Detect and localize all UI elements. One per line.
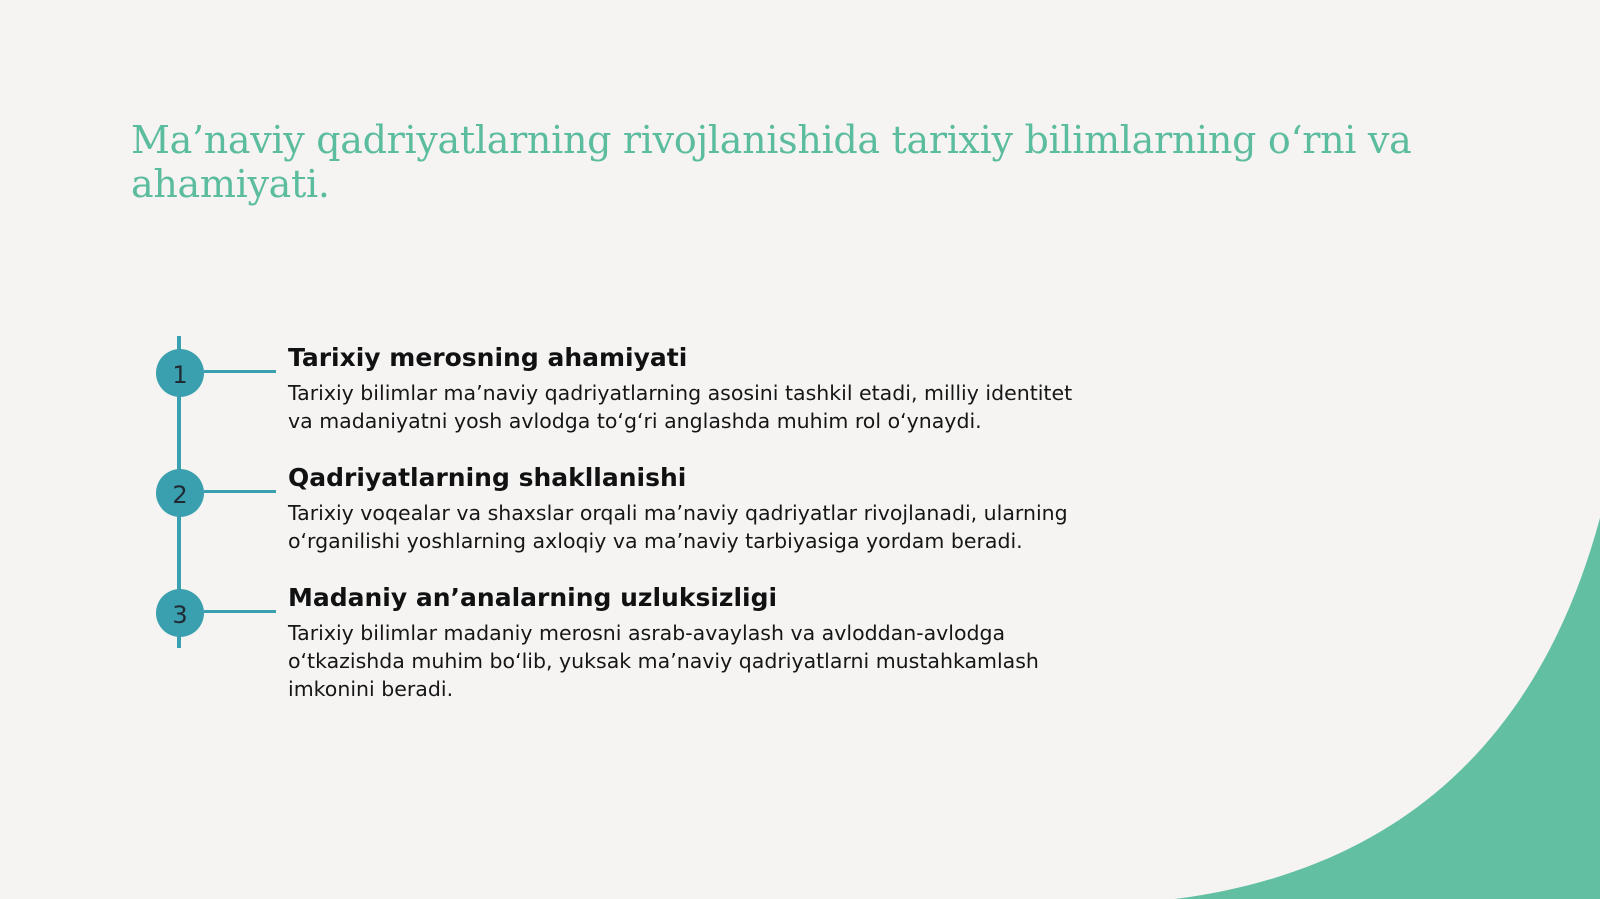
step-connector [204,370,276,373]
step-description: Tarixiy bilimlar ma’naviy qadriyatlarning asosini tashkil etadi, milliy identitet va madaniyatni yosh avlodga to‘g‘ri anglashda muhim rol o‘ynaydi. [288,381,1073,433]
step-description: Tarixiy voqealar va shaxslar orqali ma’naviy qadriyatlar rivojlanadi, ularning o‘rganilishi yoshlarning axloqiy va ma’naviy tarbiyasiga yordam beradi. [288,501,1068,553]
step-heading: Madaniy an’analarning uzluksizligi [288,583,778,612]
slide-title: Ma’naviy qadriyatlarning rivojlanishida tarixiy bilimlarning o‘rni va ahamiyati. [131,118,1412,206]
step-heading: Qadriyatlarning shakllanishi [288,463,687,492]
step-heading: Tarixiy merosning ahamiyati [288,343,688,372]
step-number-badge: 2 [156,469,204,517]
step-number-badge: 3 [156,589,204,637]
step-connector [204,490,276,493]
step-number-badge: 1 [156,349,204,397]
step-description: Tarixiy bilimlar madaniy merosni asrab-avaylash va avloddan-avlodga o‘tkazishda muhim bo‘lib, yuksak ma’naviy qadriyatlarni mustahkamlash imkonini beradi. [288,621,1039,701]
step-connector [204,610,276,613]
